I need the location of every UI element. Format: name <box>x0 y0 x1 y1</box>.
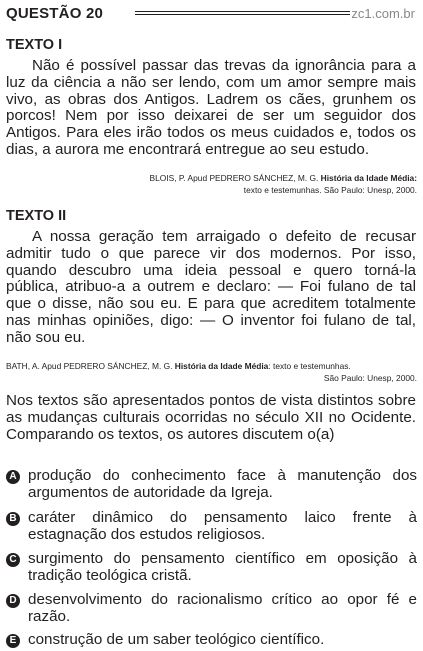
texto-1-text: Não é possível passar das trevas da ignorância para a luz da ciência a não ser lendo, com um amor sempre mais vivo, as obras dos Antigos. Ladrem os cães, grunhem os porcos! Nem por isso deixarei de ser um seguidor dos Antigos. Para eles irão todos os meus cuidados e, todos os dias, a aurora me encontrará entregue ao seu estudo. <box>6 57 416 158</box>
option-e-text: construção de um saber teológico científico. <box>28 631 325 648</box>
texto-1-source-author: BLOIS, P. Apud PEDRERO SÁNCHEZ, M. G. <box>149 173 319 183</box>
texto-2-source-author: BATH, A. Apud PEDRERO SÁNCHEZ, M. G. <box>6 361 173 371</box>
question-number: QUESTÃO 20 <box>6 5 104 22</box>
texto-2-source-title: História da Idade Média <box>174 361 269 371</box>
option-e[interactable] <box>6 632 417 649</box>
texto-2-source-rest2: São Paulo: Unesp, 2000. <box>323 373 417 383</box>
question-header <box>6 5 417 23</box>
option-b-text: caráter dinâmico do pensamento laico frente à estagnação dos estudos religiosos. <box>28 509 417 543</box>
option-a-text: produção do conhecimento face à manutenção dos argumentos de autoridade da Igreja. <box>28 467 417 501</box>
texto-2-source-line1 <box>6 360 351 372</box>
question-stem: Nos textos são apresentados pontos de vista distintos sobre as mudanças culturais ocorridas no século XII no Ocidente. Comparando os textos, os autores discutem o(a) <box>6 392 416 443</box>
texto-1-source-title: História da Idade Média: <box>320 173 417 183</box>
option-c-letter-icon: C <box>6 553 20 567</box>
texto-1-heading: TEXTO I <box>6 37 63 53</box>
texto-2-body <box>6 229 416 347</box>
option-e-letter-icon: E <box>6 634 20 648</box>
header-divider <box>135 11 350 15</box>
option-c-text: surgimento do pensamento científico em oposição à tradição teológica cristã. <box>28 550 417 584</box>
option-d-text: desenvolvimento do racionalismo crítico ao opor fé e razão. <box>28 591 417 625</box>
option-d[interactable] <box>6 592 417 625</box>
option-b[interactable] <box>6 510 417 543</box>
site-watermark: zc1.com.br <box>351 6 415 21</box>
texto-1-body <box>6 58 416 159</box>
texto-2-source <box>6 360 417 384</box>
option-d-letter-icon: D <box>6 594 20 608</box>
texto-2-text: A nossa geração tem arraigado o defeito de recusar admitir tudo o que parece vir dos modernos. Por isso, quando descubro uma ideia pessoal e quero torná-la pública, atribuo-a a outrem e declaro: — Foi fulano de tal que o disse, não sou eu. E para que acreditem totalmente nas minhas opiniões, digo: — O inventor foi fulano de tal, não sou eu. <box>6 228 416 346</box>
option-b-letter-icon: B <box>6 512 20 526</box>
option-a[interactable] <box>6 468 417 501</box>
texto-1-source <box>37 172 417 196</box>
option-a-letter-icon: A <box>6 470 20 484</box>
option-c[interactable] <box>6 551 417 584</box>
texto-2-source-rest1: : texto e testemunhas. <box>268 361 351 371</box>
texto-2-heading: TEXTO II <box>6 208 67 224</box>
texto-1-source-rest: texto e testemunhas. São Paulo: Unesp, 2000. <box>243 185 417 195</box>
